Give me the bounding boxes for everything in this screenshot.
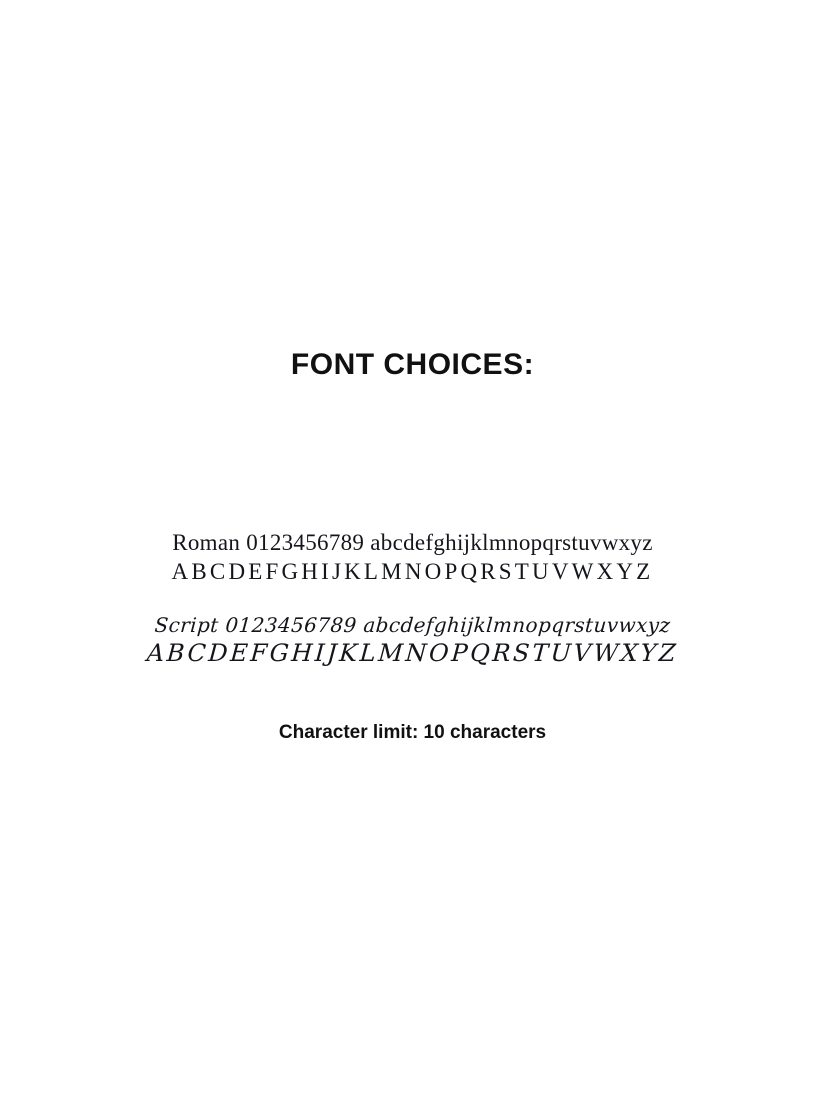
font-specimen-list [0, 528, 825, 670]
script-sample-uppercase: ABCDEFGHIJKLMNOPQRSTUVWXYZ [145, 639, 680, 668]
roman-sample-uppercase: ABCDEFGHIJKLMNOPQRSTUVWXYZ [171, 559, 654, 585]
font-specimen-roman [0, 528, 825, 587]
page-title: FONT CHOICES: [290, 348, 535, 381]
character-limit-note: Character limit: 10 characters [278, 722, 547, 743]
roman-sample-lowercase: Roman 0123456789 abcdefghijklmnopqrstuvwxyz [172, 530, 653, 555]
font-specimen-script [0, 612, 825, 669]
script-sample-lowercase: Script 0123456789 abcdefghijklmnopqrstuvwxyz [153, 613, 672, 638]
